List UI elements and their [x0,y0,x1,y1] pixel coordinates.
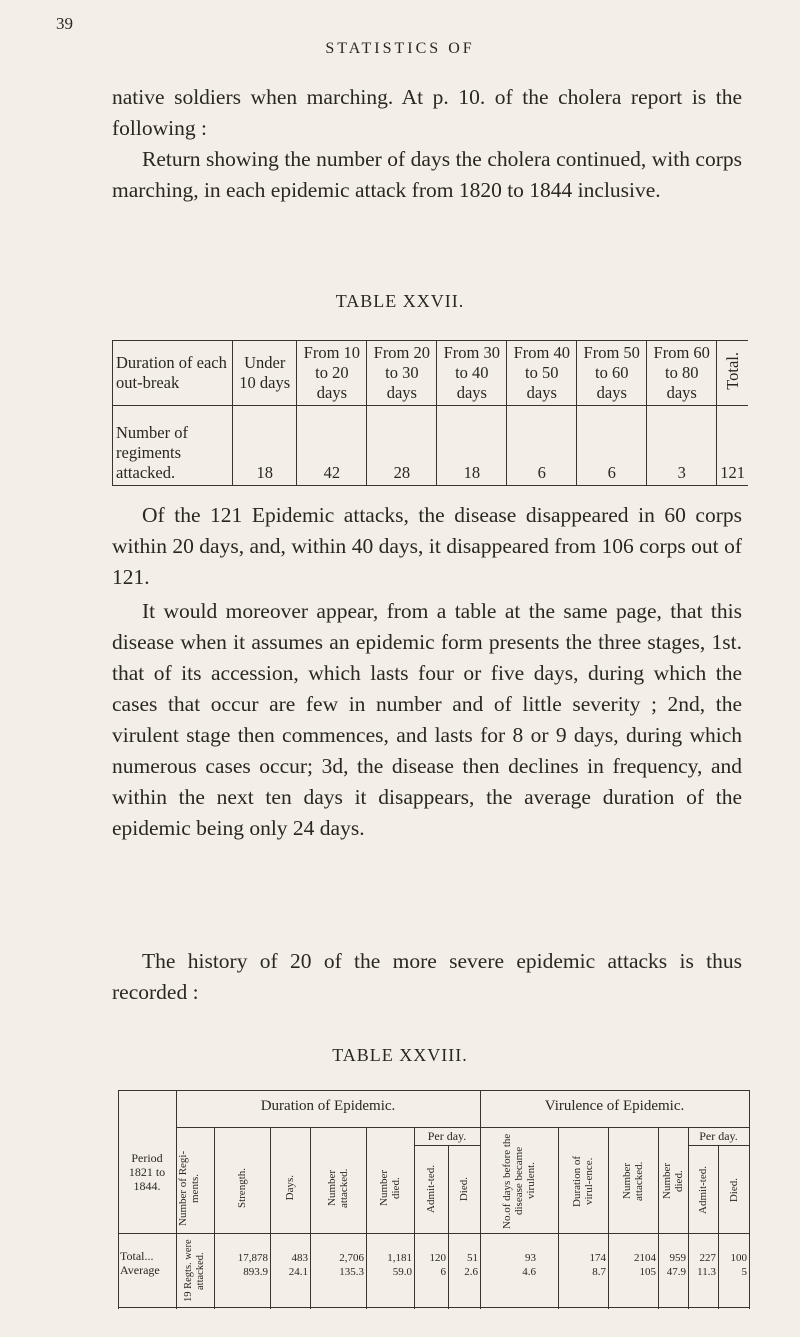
column-head: Number of Regi-ments. [177,1150,201,1226]
table-cell: 2,706 [339,1252,364,1264]
table-cell: 42 [297,406,367,486]
table-row [113,406,749,486]
per-day-head: Per day. [699,1129,738,1143]
column-head: Under 10 days [233,341,297,406]
paragraph: The history of 20 of the more severe epidemic attacks is thus recorded : [112,949,742,1004]
table-cell: 2.6 [464,1266,478,1278]
column-head: Died. [458,1176,470,1202]
column-head: Duration of virul-ence. [571,1155,595,1207]
table-cell: 6 [507,406,577,486]
column-head-total [717,341,748,406]
table-cell: 8.7 [592,1266,606,1278]
column-head: Number died. [378,1169,402,1207]
column-head: From 50 to 60 days [577,341,647,406]
table-cell: 227 [699,1252,716,1264]
table-cell: 18 [233,406,297,486]
table-cell: 4.6 [522,1266,536,1278]
column-head: Strength. [236,1167,248,1209]
column-head: Number died. [661,1162,685,1200]
table-cell: 105 [639,1266,656,1278]
period-head: Period 1821 to 1844. [128,1151,166,1193]
table-cell: 893.9 [243,1266,268,1278]
page-number: 39 [56,14,73,33]
table-cell: 51 [467,1252,478,1264]
table-cell: 28 [367,406,437,486]
row-label: Average [120,1263,160,1277]
table-cell: 120 [429,1252,446,1264]
table-28-caption: TABLE XXVIII. [332,1045,468,1065]
column-head: From 40 to 50 days [507,341,577,406]
table-cell: 17,878 [237,1252,268,1264]
column-head: Number attacked. [326,1168,350,1208]
table-cell: 1,181 [387,1252,412,1264]
row-label: Number of regiments attacked. [113,406,233,486]
table-cell: 959 [669,1252,686,1264]
table-cell: 174 [589,1252,606,1264]
table-cell: 11.3 [697,1266,716,1278]
table-header-row [113,341,749,406]
table-cell: 6 [577,406,647,486]
column-head: From 20 to 30 days [367,341,437,406]
table-cell: 3 [647,406,717,486]
table-cell: 93 [525,1252,536,1264]
table-cell: 483 [291,1252,308,1264]
table-cell: 24.1 [288,1266,308,1278]
column-head: No.of days before the disease became virulent. [501,1133,537,1229]
table-cell: 59.0 [392,1266,412,1278]
table-cell: 121 [717,406,748,486]
table-cell: 5 [741,1266,747,1278]
column-head: Days. [284,1175,296,1201]
table-cell: 6 [440,1266,446,1278]
table-cell: 135.3 [339,1266,364,1278]
column-head: From 10 to 20 days [297,341,367,406]
table-27 [112,340,748,486]
table-cell: 100 [730,1252,747,1264]
column-head: Number attacked. [621,1161,645,1201]
row-label: Total... [120,1249,154,1263]
table-28 [118,1090,750,1308]
running-title: STATISTICS OF [325,40,475,57]
paragraph: Of the 121 Epidemic attacks, the disease disappeared in 60 corps within 20 days, and, within 40 days, it disappeared from 106 corps out of 121. [112,503,742,589]
regiments-note: 19 Regts. were attacked. [183,1239,206,1303]
row-head: Duration of each out-break [113,341,233,406]
table-27-caption: TABLE XXVII. [335,291,465,311]
column-head: Admit-ted. [425,1165,437,1213]
column-head: From 30 to 40 days [437,341,507,406]
paragraph: It would moreover appear, from a table at the same page, that this disease when it assumes an epidemic form presents the three stages, 1st. that of its accession, which lasts four or five days, during which the cases that occur are few in number and of little severity ; 2nd, the virulent stage then commences, and lasts for 8 or 9 days, during which numerous cases occur; 3d, the disease then declines in frequency, and within the next ten days it disappears, the average duration of the epidemic being only 24 days. [112,599,742,840]
total-label: Total. [722,351,742,390]
group-head-virulence: Virulence of Epidemic. [544,1098,685,1114]
table-cell: 2104 [634,1252,656,1264]
table-cell: 18 [437,406,507,486]
column-head: Admit-ted. [697,1166,709,1214]
group-head-duration: Duration of Epidemic. [260,1098,396,1114]
paragraph: Return showing the number of days the cholera continued, with corps marching, in each epidemic attack from 1820 to 1844 inclusive. [112,147,742,202]
column-head: Died. [727,1177,740,1203]
table-cell: 47.9 [666,1266,686,1278]
per-day-head: Per day. [427,1129,467,1143]
paragraph: native soldiers when marching. At p. 10. of the cholera report is the following : [112,85,742,140]
column-head: From 60 to 80 days [647,341,717,406]
